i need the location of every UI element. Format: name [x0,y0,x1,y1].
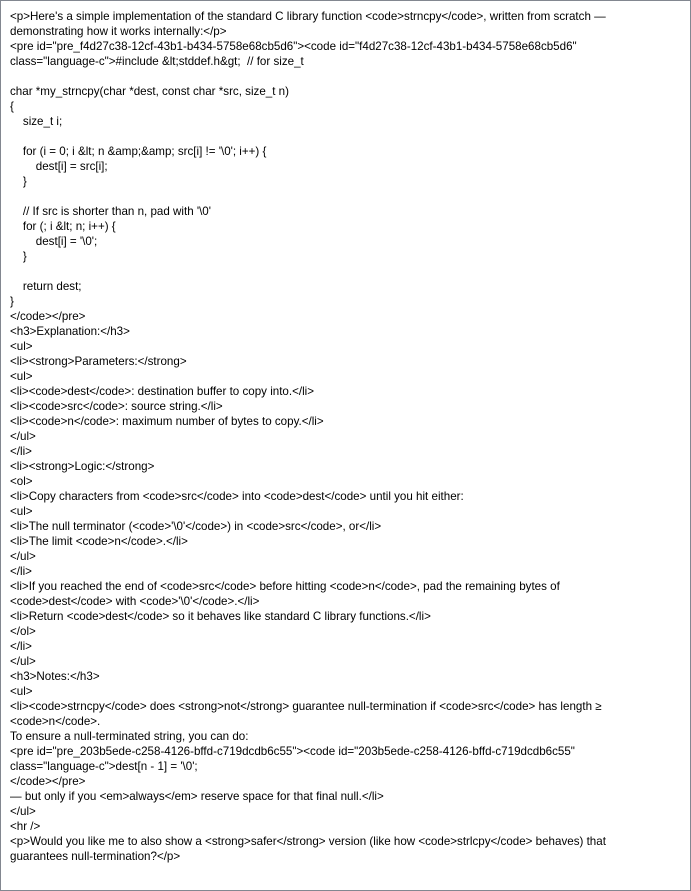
editor-line: <li><code>strncpy</code> does <strong>not</strong> guarantee null-termination if <code>src</code> has length ≥ [10,700,602,713]
editor-line: </code></pre> [10,310,86,323]
editor-line: <code>n</code>. [10,715,101,728]
editor-line: <ul> [10,505,33,518]
editor-line: </code></pre> [10,775,86,788]
editor-line: <ol> [10,475,33,488]
editor-line [10,189,672,204]
editor-line: return dest; [10,280,82,293]
editor-line: dest[i] = '\0'; [10,235,98,248]
editor-line: <h3>Explanation:</h3> [10,325,130,338]
editor-line: class="language-c">dest[n - 1] = '\0'; [10,760,198,773]
editor-line: <p>Would you like me to also show a <strong>safer</strong> version (like how <code>strlcpy</code> behaves) that [10,835,606,848]
editor-line: size_t i; [10,115,63,128]
editor-line [10,264,672,279]
editor-line: </li> [10,565,32,578]
editor-line: <p>Here's a simple implementation of the standard C library function <code>strncpy</code>, written from scratch — [10,10,606,23]
editor-line [10,69,672,84]
editor-line: <li>The limit <code>n</code>.</li> [10,535,188,548]
editor-line: } [10,175,27,188]
editor-line: <ul> [10,340,33,353]
editor-line: <li>Copy characters from <code>src</code> into <code>dest</code> until you hit either: [10,490,464,503]
editor-line: <li><strong>Logic:</strong> [10,460,155,473]
editor-line: <code>dest</code> with <code>'\0'</code>.</li> [10,595,260,608]
editor-line [10,129,672,144]
vertical-scrollbar[interactable] [673,1,690,890]
editor-line: // If src is shorter than n, pad with '\0' [10,205,211,218]
editor-line: <li>If you reached the end of <code>src</code> before hitting <code>n</code>, pad the remaining bytes of [10,580,560,593]
editor-line: </ul> [10,655,36,668]
editor-line: } [10,250,27,263]
editor-line: <ul> [10,685,33,698]
editor-line: <li>Return <code>dest</code> so it behaves like standard C library functions.</li> [10,610,431,623]
editor-line: <li><code>src</code>: source string.</li> [10,400,223,413]
editor-line: </ul> [10,430,36,443]
editor-line: for (i = 0; i &lt; n &amp;&amp; src[i] != '\0'; i++) { [10,145,267,158]
editor-line: <hr /> [10,820,41,833]
editor-line: — but only if you <em>always</em> reserve space for that final null.</li> [10,790,384,803]
editor-line: <li><code>n</code>: maximum number of bytes to copy.</li> [10,415,324,428]
editor-line: To ensure a null-terminated string, you can do: [10,730,249,743]
editor-line: </li> [10,445,32,458]
editor-line: dest[i] = src[i]; [10,160,108,173]
editor-line: </ul> [10,805,36,818]
editor-line: </li> [10,640,32,653]
editor-line: for (; i &lt; n; i++) { [10,220,116,233]
editor-line: <ul> [10,370,33,383]
editor-line: <li><code>dest</code>: destination buffer to copy into.</li> [10,385,315,398]
editor-line: class="language-c">#include &lt;stddef.h&gt; // for size_t [10,55,304,68]
editor-line: <li><strong>Parameters:</strong> [10,355,187,368]
editor-line: <pre id="pre_f4d27c38-12cf-43b1-b434-5758e68cb5d6"><code id="f4d27c38-12cf-43b1-b434-5758e68cb5d6" [10,40,577,53]
editor-line: } [10,295,14,308]
editor-line: </ol> [10,625,36,638]
editor-line: <pre id="pre_203b5ede-c258-4126-bffd-c719dcdb6c55"><code id="203b5ede-c258-4126-bffd-c719dcdb6c55" [10,745,575,758]
editor-line: <h3>Notes:</h3> [10,670,100,683]
editor-line: char *my_strncpy(char *dest, const char *src, size_t n) [10,85,289,98]
editor-line: demonstrating how it works internally:</p> [10,25,227,38]
editor-line: guarantees null-termination?</p> [10,850,181,863]
editor-line: { [10,100,14,113]
text-editor[interactable] [10,9,672,883]
editor-line: <li>The null terminator (<code>'\0'</code>) in <code>src</code>, or</li> [10,520,382,533]
editor-line: </ul> [10,550,36,563]
